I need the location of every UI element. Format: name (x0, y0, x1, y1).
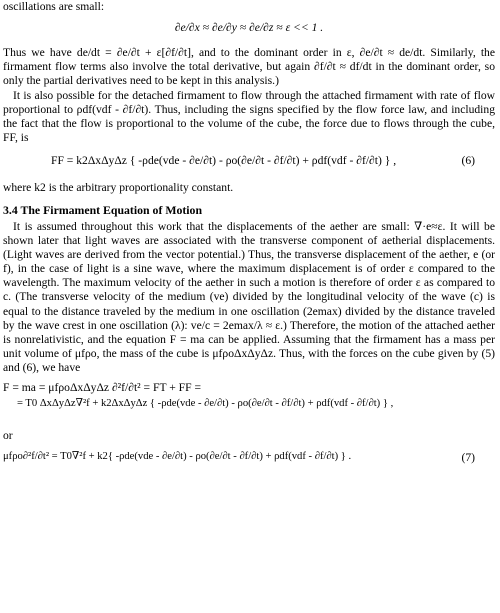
equation-6 (3, 154, 495, 172)
section-title: 3.4 The Firmament Equation of Motion (3, 203, 203, 218)
equation-7-number: (7) (461, 451, 475, 465)
equation-fma-line-1: F = ma = μfρoΔxΔyΔz ∂²f/∂t² = FT + FF = (3, 381, 201, 395)
paragraph-total-derivative: Thus we have de/dt = ∂e/∂t + ε[∂f/∂t], and to the dominant order in ε, ∂e/∂t ≈ de/dt. Similarly, the firmament flow terms also involve the total derivative, but again ∂f/∂t ≈ df/dt in the dominant order, so only the partial derivatives need to be kept in this analysis.) (3, 46, 495, 88)
equation-7-text: μfρo∂²f/∂t² = T0∇²f + k2{ -ρde(vde - ∂e/∂t) - ρo(∂e/∂t - ∂f/∂t) + ρdf(vdf - ∂f/∂t) } . (3, 451, 352, 463)
paragraph-k2: where k2 is the arbitrary proportionality constant. (3, 181, 234, 195)
paragraph-equation-of-motion: It is assumed throughout this work that the displacements of the aether are small: ∇·e≈ε. It will be shown later that light waves are associated with the transverse component of aetherial displacements. (Light waves are derived from the vector potential.) Thus, the transverse displacement of the aether, e (or f), in the case of light is a sine wave, where the maximum displacement is of order ε compared to the wavelength. The maximum velocity of the aether in such a motion is therefore of order ε as compared to c. (The transverse velocity of the medium (ve) divided by the longitudinal velocity of the wave (c) is equal to the distance traveled by the medium in one oscillation (2emax) divided by the distance traveled by the wave crest in one oscillation (λ): ve/c = 2emax/λ ≈ ε.) Therefore, the motion of the attached aether is nonrelativistic, and the equation F = ma can be applied. Assuming that the firmament has a mass per unit volume of μfρo, the mass of the cube is μfρoΔxΔyΔz. Thus, with the forces on the cube given by (5) and (6), we have (3, 219, 495, 375)
equation-small-derivatives-text: ∂e/∂x ≈ ∂e/∂y ≈ ∂e/∂z ≈ ε << 1 . (174, 21, 324, 35)
equation-fma (3, 381, 495, 415)
equation-small-derivatives (3, 21, 495, 39)
intro-line: oscillations are small: (3, 0, 105, 13)
or-text: or (3, 429, 13, 443)
equation-7 (3, 451, 495, 469)
paragraph-detached-flow: It is also possible for the detached firmament to flow through the attached firmament with rate of flow proportional to ρdf(vdf - ∂f/∂t). Thus, including the signs specified by the flow force law, and including the fact that the flow is proportional to the volume of the cube, the force due to flows through the cube, FF, is (3, 88, 495, 144)
equation-6-text: FF = k2ΔxΔyΔz { -ρde(vde - ∂e/∂t) - ρo(∂e/∂t - ∂f/∂t) + ρdf(vdf - ∂f/∂t) } , (51, 154, 397, 168)
equation-fma-line-2: = T0 ΔxΔyΔz∇²f + k2ΔxΔyΔz { -ρde(vde - ∂e/∂t) - ρo(∂e/∂t - ∂f/∂t) + ρdf(vdf - ∂f/∂t) } , (17, 398, 394, 410)
paper-page (3, 0, 495, 476)
equation-6-number: (6) (461, 154, 475, 168)
